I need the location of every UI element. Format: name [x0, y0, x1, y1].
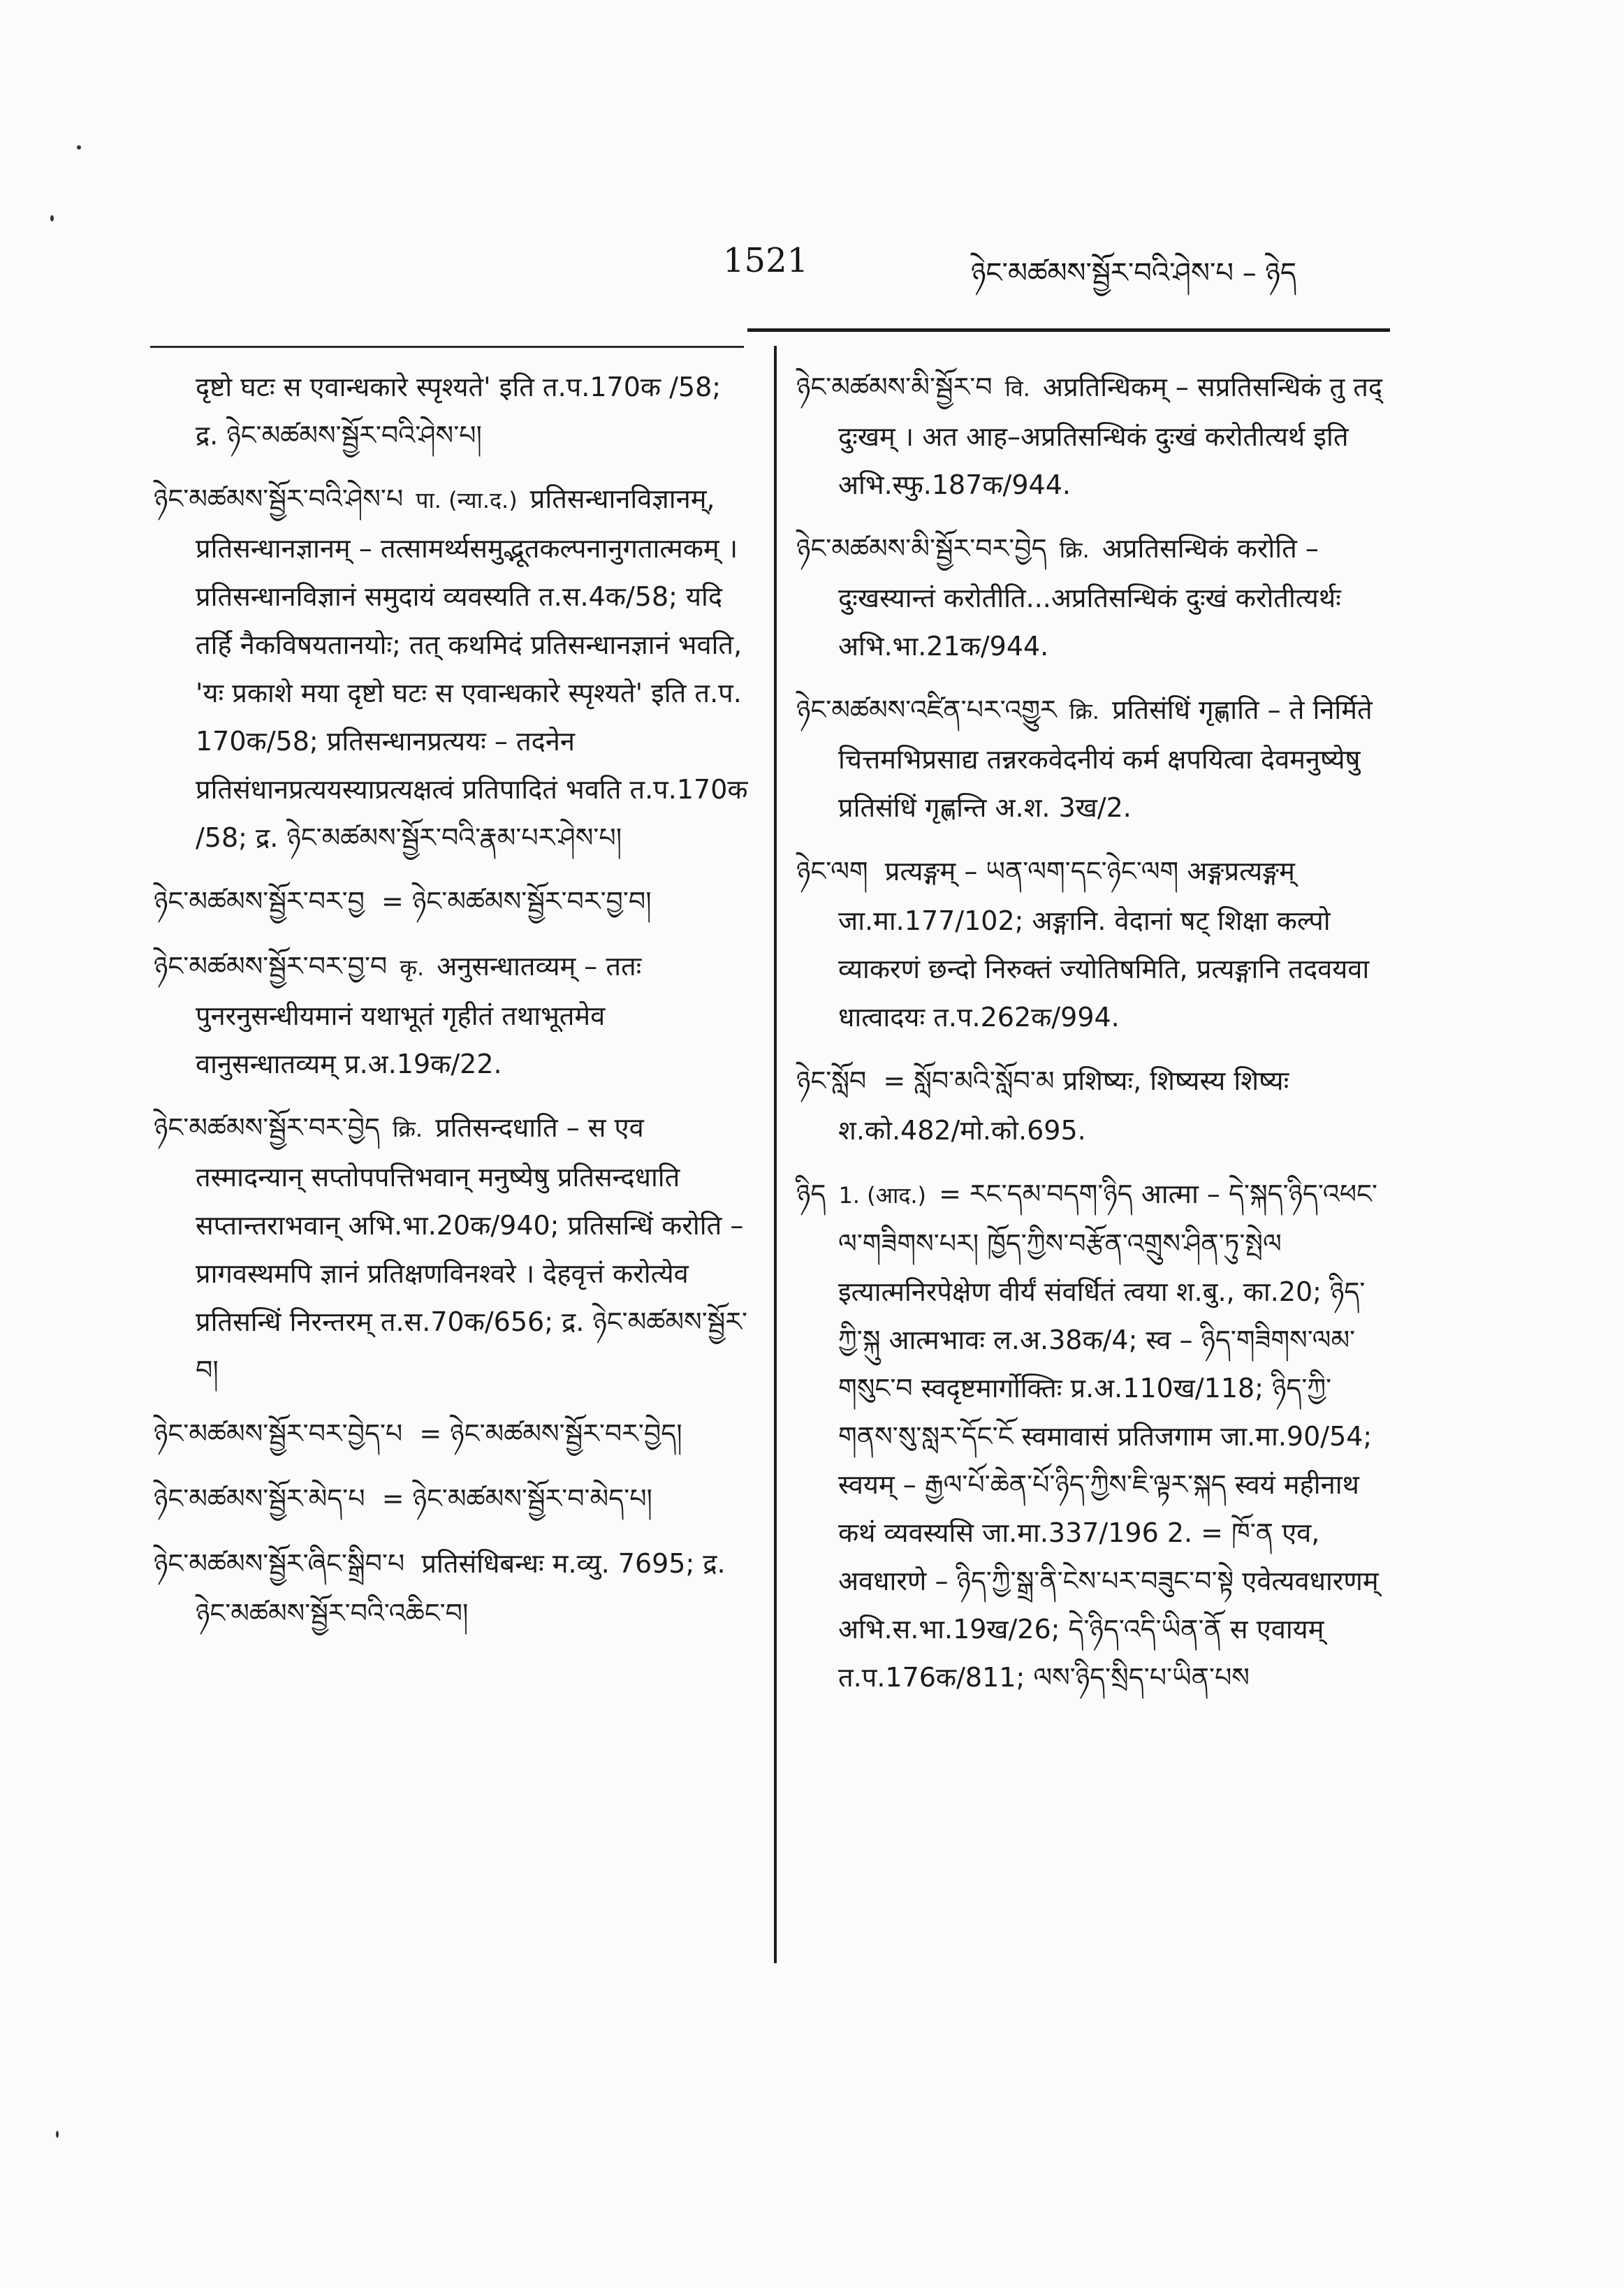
entry-text: = ཉེང་མཚམས་སྦྱོར་བར་བྱེད། — [419, 1418, 682, 1449]
entry-headword: ཉེང་སློབ — [796, 1065, 867, 1096]
left-column-rule — [150, 346, 744, 348]
dictionary-entry — [154, 475, 751, 862]
column-divider — [774, 346, 777, 1963]
entry-headword: ཉེང་མཚམས་སྦྱོར་ཞིང་སྒྲིབ་པ — [154, 1548, 405, 1579]
entry-headword: ཉེང་མཚམས་མི་སྦྱོར་བ — [796, 372, 993, 402]
entry-grammar: क्रि. — [1069, 698, 1099, 724]
dictionary-entry — [796, 1057, 1383, 1155]
entry-headword: ཉེང་མཚམས་སྦྱོར་བར་བྱ་བ — [154, 951, 388, 982]
entry-headword: ཉེང་ལག — [796, 856, 868, 887]
scan-speck — [50, 215, 54, 221]
entry-text: प्रतिसंधिबन्धः म.व्यु. 7695; द्र. ཉེང་མཚམས་སྦྱོར་བའི་འཆིང་བ། — [196, 1548, 726, 1628]
entry-headword: ཉེང་མཚམས་སྦྱོར་མེད་པ — [154, 1483, 365, 1514]
entry-grammar: क्रि. — [1059, 537, 1090, 563]
dictionary-entry — [796, 1170, 1383, 1702]
entry-text: = ཉེང་མཚམས་སྦྱོར་བར་བྱ་བ། — [381, 886, 652, 917]
dictionary-entry — [796, 363, 1383, 509]
entry-text: अनुसन्धातव्यम् – ततः पुनरनुसन्धीयमानं यथाभूतं गृहीतं तथाभूतमेव वानुसन्धातव्यम् प्र.अ.19क/22. — [196, 951, 642, 1079]
dictionary-entry — [154, 877, 751, 927]
entry-headword: ཉེང་མཚམས་མི་སྦྱོར་བར་བྱེད — [796, 533, 1047, 564]
dictionary-entry — [154, 1540, 751, 1638]
dictionary-entry — [796, 847, 1383, 1042]
scan-speck — [56, 2131, 59, 2138]
entry-grammar: वि. — [1004, 375, 1030, 402]
entry-text: दृष्टो घटः स एवान्धकारे स्पृश्यते' इति त.प.170क /58; द्र. ཉེང་མཚམས་སྦྱོར་བའི་ཤེས་པ། — [196, 372, 722, 451]
dictionary-entry — [796, 686, 1383, 832]
dictionary-entry — [154, 1475, 751, 1524]
running-head: ཉེང་མཚམས་སྦྱོར་བའི་ཤེས་པ – ཉེད — [971, 257, 1296, 289]
dictionary-entry — [796, 525, 1383, 671]
entry-text: = རང་དམ་བདག་ཉིད आत्मा – དེ་སྐད་ཉིད་འཕང་ལ་གཟིགས་པར། ཁྱོད་ཀྱིས་བརྩོན་འགྲུས་ཤིན་ཏུ་སྤེལ इत्यात्मनिरपेक्षेण वीर्यं संवर्धितं त्वया श.बु., का.20; ཉིད་ཀྱི་སྐུ आत्मभावः ल.अ.38क/4; स्व – ཉིད་གཟིགས་ལམ་གསུང་བ स्वदृष्टमार्गोक्तिः प्र.अ.110ख/118; ཉིད་ཀྱི་གནས་སུ་སླར་དོང་ངོ स्वमावासं प्रतिजगाम जा.मा.90/54; स्वयम् – རྒྱལ་པོ་ཆེན་པོ་ཉིད་ཀྱིས་ཇི་ལྟར་སྐད स्वयं महीनाथ कथं व्यवस्यसि जा.मा.337/196 2. = ཁོ་ན एव, अवधारणे – ཉིད་ཀྱི་སྒྲ་ནི་ངེས་པར་བཟུང་བ་སྟེ एवेत्यवधारणम् अभि.स.भा.19ख/26; དེ་ཉིད་འདི་ཡིན་ནོ स एवायम् त.प.176क/811; ལས་ཉིད་སྲིད་པ་ཡིན་པས — [838, 1179, 1379, 1693]
page-number: 1521 — [723, 241, 809, 280]
entry-headword: ཉིད — [796, 1179, 826, 1209]
entry-headword: ཉེང་མཚམས་སྦྱོར་བར་བྱེད་པ — [154, 1418, 403, 1449]
entry-text: = སློབ་མའི་སློབ་མ प्रशिष्यः, शिष्यस्य शिष्यः श.को.482/मो.को.695. — [838, 1065, 1289, 1146]
right-column — [796, 363, 1383, 1717]
left-column — [154, 363, 751, 1653]
dictionary-entry — [154, 1104, 751, 1394]
dictionary-entry — [154, 363, 751, 460]
entry-headword: ཉེང་མཚམས་སྦྱོར་བར་བྱེད — [154, 1112, 380, 1143]
entry-text: प्रतिसन्धानविज्ञानम्, प्रतिसन्धानज्ञानम् – तत्सामर्थ्यसमुद्भूतकल्पनानुगतात्मकम् । प्रतिसन्धानविज्ञानं समुदायं व्यवस्यति त.स.4क/58; यदि तर्हि नैकविषयतानयोः; तत् कथमिदं प्रतिसन्धानज्ञानं भवति, 'यः प्रकाशे मया दृष्टो घटः स एवान्धकारे स्पृश्यते' इति त.प. 170क/58; प्रतिसन्धानप्रत्ययः – तदनेन प्रतिसंधानप्रत्ययस्याप्रत्यक्षत्वं प्रतिपादितं भवति त.प.170क /58; द्र. ཉེང་མཚམས་སྦྱོར་བའི་རྣམ་པར་ཤེས་པ། — [196, 483, 748, 853]
entry-grammar: कृ. — [400, 954, 425, 981]
entry-headword: ཉེང་མཚམས་སྦྱོར་བར་བྱ — [154, 886, 365, 917]
entry-grammar: 1. (आद.) — [838, 1182, 926, 1209]
entry-grammar: पा. (न्या.द.) — [416, 487, 518, 513]
dictionary-entry — [154, 942, 751, 1088]
entry-text: प्रतिसन्दधाति – स एव तस्मादन्यान् सप्तोपपत्तिभवान् मनुष्येषु प्रतिसन्दधाति सप्तान्तराभवान् अभि.भा.20क/940; प्रतिसन्धिं करोति – प्रागवस्थमपि ज्ञानं प्रतिक्षणविनश्वरे । देहवृत्तं करोत्येव प्रतिसन्धिं निरन्तरम् त.स.70क/656; द्र. ཉེང་མཚམས་སྦྱོར་བ། — [196, 1112, 747, 1385]
entry-headword: ཉེང་མཚམས་སྦྱོར་བའི་ཤེས་པ — [154, 483, 404, 514]
dictionary-entry — [154, 1410, 751, 1459]
entry-text: अप्रतिसन्धिकं करोति – दुःखस्यान्तं करोतीति...अप्रतिसन्धिकं दुःखं करोतीत्यर्थः अभि.भा.21क/944. — [838, 533, 1341, 662]
scan-speck — [77, 145, 81, 150]
entry-text: प्रत्यङ्गम् – ཡན་ལག་དང་ཉེང་ལག अङ्गप्रत्यङ्गम् जा.मा.177/102; अङ्गानि. वेदानां षट् शिक्षा कल्पो व्याकरणं छन्दो निरुक्तं ज्योतिषमिति, प्रत्यङ्गानि तदवयवा धात्वादयः त.प.262क/994. — [838, 856, 1370, 1033]
entry-text: = ཉེང་མཚམས་སྦྱོར་བ་མེད་པ། — [381, 1483, 652, 1514]
header-rule — [747, 328, 1390, 332]
entry-text: प्रतिसंधिं गृह्णाति – ते निर्मिते चित्तमभिप्रसाद्य तन्नरकवेदनीयं कर्म क्षपयित्वा देवमनुष्येषु प्रतिसंधिं गृह्णन्ति अ.श. 3ख/2. — [838, 694, 1373, 823]
entry-text: अप्रतिन्धिकम् – सप्रतिसन्धिकं तु तद् दुःखम् । अत आह–अप्रतिसन्धिकं दुःखं करोतीत्यर्थ इति अभि.स्फु.187क/944. — [838, 372, 1383, 500]
entry-grammar: क्रि. — [393, 1116, 423, 1142]
entry-headword: ཉེང་མཚམས་འཛིན་པར་འགྱུར — [796, 694, 1057, 725]
